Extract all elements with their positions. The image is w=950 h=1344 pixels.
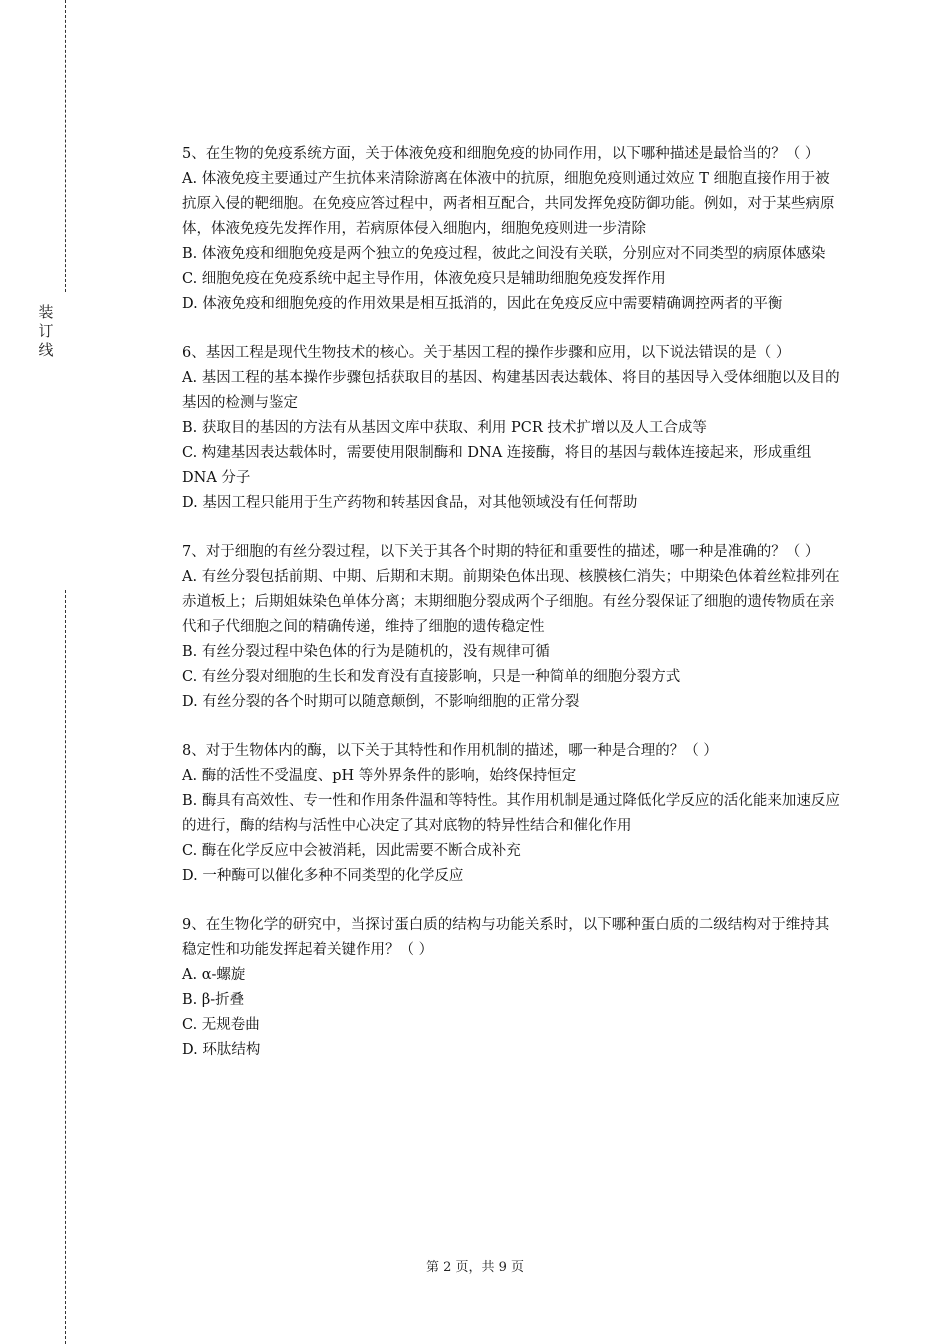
option-c: C. 酶在化学反应中会被消耗，因此需要不断合成补充	[182, 843, 521, 859]
option-c: C. 构建基因表达载体时，需要使用限制酶和 DNA 连接酶，将目的基因与载体连接起来，形成重组 DNA 分子	[182, 445, 812, 486]
question-8	[182, 739, 842, 889]
option-d: D. 环肽结构	[182, 1042, 261, 1058]
question-stem: 8、对于生物体内的酶，以下关于其特性和作用机制的描述，哪一种是合理的？（ ）	[182, 743, 718, 759]
option-d: D. 有丝分裂的各个时期可以随意颠倒，不影响细胞的正常分裂	[182, 694, 580, 710]
option-a: A. α-螺旋	[182, 967, 246, 983]
option-b: B. β-折叠	[182, 992, 245, 1008]
option-a: A. 有丝分裂包括前期、中期、后期和末期。前期染色体出现、核膜核仁消失；中期染色体着丝粒排列在赤道板上；后期姐妹染色单体分离；末期细胞分裂成两个子细胞。有丝分裂保证了细胞的遗传物质在亲代和子代细胞之间的精确传递，维持了细胞的遗传稳定性	[182, 569, 840, 635]
question-7	[182, 540, 842, 715]
question-list	[182, 142, 842, 1087]
option-b: B. 有丝分裂过程中染色体的行为是随机的，没有规律可循	[182, 644, 550, 660]
binding-char: 订	[38, 322, 54, 340]
option-b: B. 体液免疫和细胞免疫是两个独立的免疫过程，彼此之间没有关联，分别应对不同类型的病原体感染	[182, 246, 826, 262]
question-5	[182, 142, 842, 317]
page-number: 第 2 页，共 9 页	[425, 1260, 525, 1275]
option-b: B. 酶具有高效性、专一性和作用条件温和等特性。其作用机制是通过降低化学反应的活化能来加速反应的进行，酶的结构与活性中心决定了其对底物的特异性结合和催化作用	[182, 793, 840, 834]
binding-char: 线	[38, 341, 54, 359]
option-d: D. 一种酶可以催化多种不同类型的化学反应	[182, 868, 464, 884]
option-c: C. 有丝分裂对细胞的生长和发育没有直接影响，只是一种简单的细胞分裂方式	[182, 669, 681, 685]
question-stem: 6、基因工程是现代生物技术的核心。关于基因工程的操作步骤和应用，以下说法错误的是（ ）	[182, 345, 791, 361]
binding-label	[36, 303, 56, 360]
option-c: C. 细胞免疫在免疫系统中起主导作用，体液免疫只是辅助细胞免疫发挥作用	[182, 271, 666, 287]
question-6	[182, 341, 842, 516]
binding-line-top	[65, 0, 66, 292]
option-c: C. 无规卷曲	[182, 1017, 260, 1033]
option-d: D. 基因工程只能用于生产药物和转基因食品，对其他领域没有任何帮助	[182, 495, 638, 511]
question-9	[182, 913, 842, 1063]
option-d: D. 体液免疫和细胞免疫的作用效果是相互抵消的，因此在免疫反应中需要精确调控两者的平衡	[182, 296, 783, 312]
option-a: A. 酶的活性不受温度、pH 等外界条件的影响，始终保持恒定	[182, 768, 577, 784]
binding-line-bottom	[65, 590, 66, 1344]
option-b: B. 获取目的基因的方法有从基因文库中获取、利用 PCR 技术扩增以及人工合成等	[182, 420, 707, 436]
question-stem: 7、对于细胞的有丝分裂过程，以下关于其各个时期的特征和重要性的描述，哪一种是准确的？（ ）	[182, 544, 820, 560]
option-a: A. 基因工程的基本操作步骤包括获取目的基因、构建基因表达载体、将目的基因导入受体细胞以及目的基因的检测与鉴定	[182, 370, 840, 411]
question-stem: 5、在生物的免疫系统方面，关于体液免疫和细胞免疫的协同作用，以下哪种描述是最恰当的？（ ）	[182, 146, 820, 162]
question-stem: 9、在生物化学的研究中，当探讨蛋白质的结构与功能关系时，以下哪种蛋白质的二级结构对于维持其稳定性和功能发挥起着关键作用？（ ）	[182, 917, 830, 958]
option-a: A. 体液免疫主要通过产生抗体来清除游离在体液中的抗原，细胞免疫则通过效应 T 细胞直接作用于被抗原入侵的靶细胞。在免疫应答过程中，两者相互配合，共同发挥免疫防御功能。例如，对于某些病原体，体液免疫先发挥作用，若病原体侵入细胞内，细胞免疫则进一步清除	[182, 171, 835, 237]
binding-char: 装	[38, 303, 54, 321]
